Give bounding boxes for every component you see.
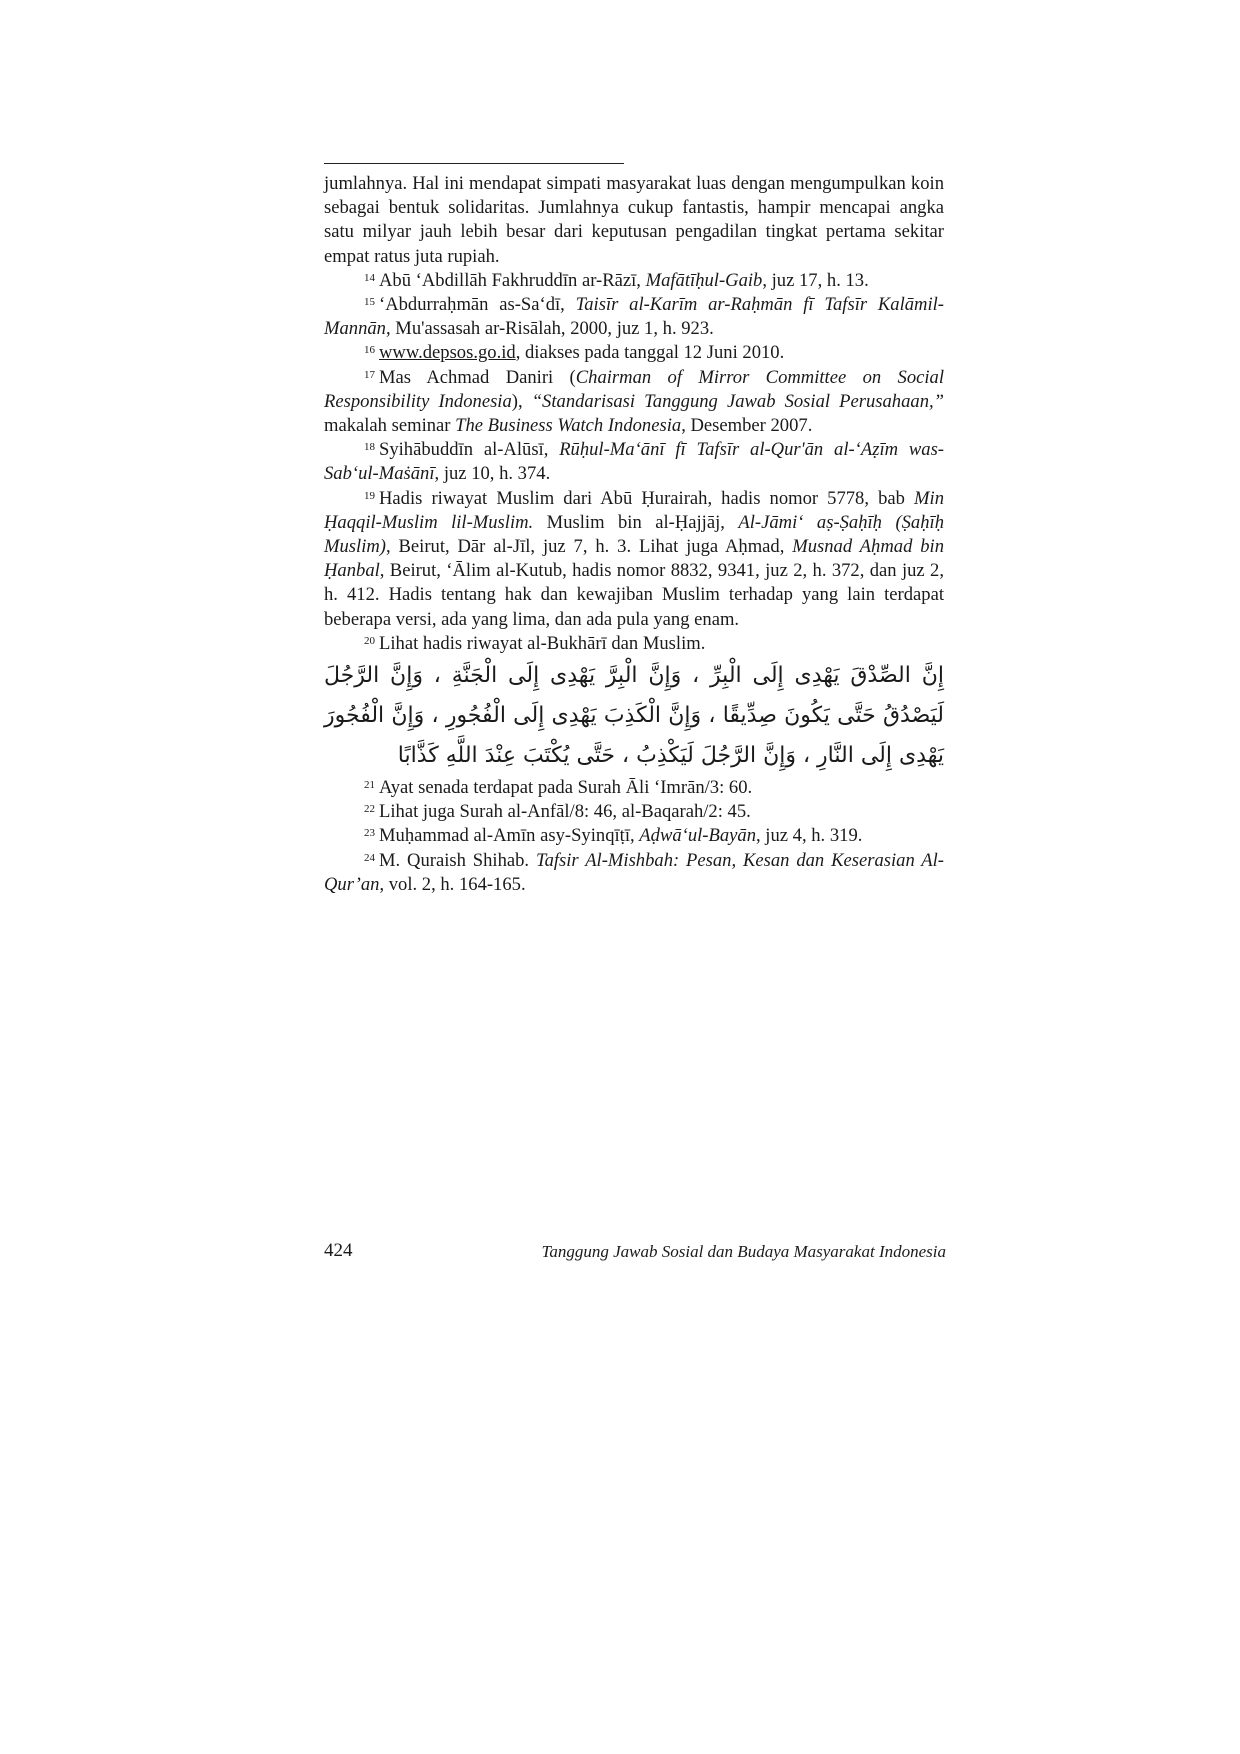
footnote-20: $^{20}$ Lihat hadis riwayat al-Bukhārī dan Muslim. [364,632,706,654]
footnote-14: $^{14}$ Abū ‘Abdillāh Fakhruddīn ar-Rāzī, Mafātīḥul-Gaib, juz 17, h. 13. [364,269,869,291]
running-title: Tanggung Jawab Sosial dan Budaya Masyarakat Indonesia [541,1242,946,1261]
depsos-link[interactable]: www.depsos.go.id [379,342,516,364]
footnote-22: $^{22}$ Lihat juga Surah al-Anfāl/8: 46, al-Baqarah/2: 45. [364,801,751,823]
footnote-18: $^{18}$ Syihābuddīn al-Alūsī, Rūḥul-Ma‘ānī fī Tafsīr al-Qur'ān al-‘Aẓīm was-Sab‘ul-Maṡānī, juz 10, h. 374. [324,439,945,485]
footnote-21: $^{21}$ Ayat senada terdapat pada Surah Āli ‘Imrān/3: 60. [364,777,753,799]
footnote-15: $^{15}$ ‘Abdurraḥmān as-Sa‘dī, Taisīr al-Karīm ar-Raḥmān fī Tafsīr Kalāmil-Mannān, Mu'assasah ar-Risālah, 2000, juz 1, h. 923. [324,294,944,340]
footnote-separator [324,163,624,164]
footnote-23: $^{23}$ Muḥammad al-Amīn asy-Syinqīṭī, Aḍwā‘ul-Bayān, juz 4, h. 319. [364,825,863,847]
footnote-continuation: jumlahnya. Hal ini mendapat simpati masyarakat luas dengan mengumpulkan koin sebagai bentuk solidaritas. Jumlahnya cukup fantastis, hampir mencapai angka satu milyar jauh lebih besar dari keputusan pengadilan tingkat pertama sekitar empat ratus juta rupiah. [324,173,944,267]
footnote-17: $^{17}$ Mas Achmad Daniri (Chairman of Mirror Committee on Social Responsibility Indonesia), “Standarisasi Tanggung Jawab Sosial Perusahaan,” makalah seminar The Business Watch Indonesia, Desember 2007. [324,366,944,437]
arabic-hadith-text: إِنَّ الصِّدْقَ يَهْدِى إِلَى الْبِرِّ ، وَإِنَّ الْبِرَّ يَهْدِى إِلَى الْجَنَّةِ ، وَإِنَّ الرَّجُلَ لَيَصْدُقُ حَتَّى يَكُونَ صِدِّيقًا ، وَإِنَّ الْكَذِبَ يَهْدِى إِلَى الْفُجُورِ ، وَإِنَّ الْفُجُورَ يَهْدِى إِلَى النَّارِ ، وَإِنَّ الرَّجُلَ لَيَكْذِبُ ، حَتَّى يُكْتَبَ عِنْدَ اللَّهِ كَذَّابًا [324,663,944,769]
footnote-24: $^{24}$ M. Quraish Shihab. Tafsir Al-Mishbah: Pesan, Kesan dan Keserasian Al-Qur’an, vol. 2, h. 164-165. [324,849,944,895]
page-number: 424 [324,1240,353,1261]
footnote-16: $^{16}$ www.depsos.go.id, diakses pada tanggal 12 Juni 2010. [364,342,785,364]
footnote-19: $^{19}$ Hadis riwayat Muslim dari Abū Ḥurairah, hadis nomor 5778, bab Min Ḥaqqil-Muslim lil-Muslim. Muslim bin al-Ḥajjāj, Al-Jāmi‘ aṣ-Ṣaḥīḥ (Ṣaḥīḥ Muslim), Beirut, Dār al-Jīl, juz 7, h. 3. Lihat juga Aḥmad, Musnad Aḥmad bin Ḥanbal, Beirut, ‘Ālim al-Kutub, hadis nomor 8832, 9341, juz 2, h. 372, dan juz 2, h. 412. Hadis tentang hak dan kewajiban Muslim terhadap yang lain terdapat beberapa versi, ada yang lima, dan ada pula yang enam. [324,487,944,630]
footnotes-section [324,172,944,897]
